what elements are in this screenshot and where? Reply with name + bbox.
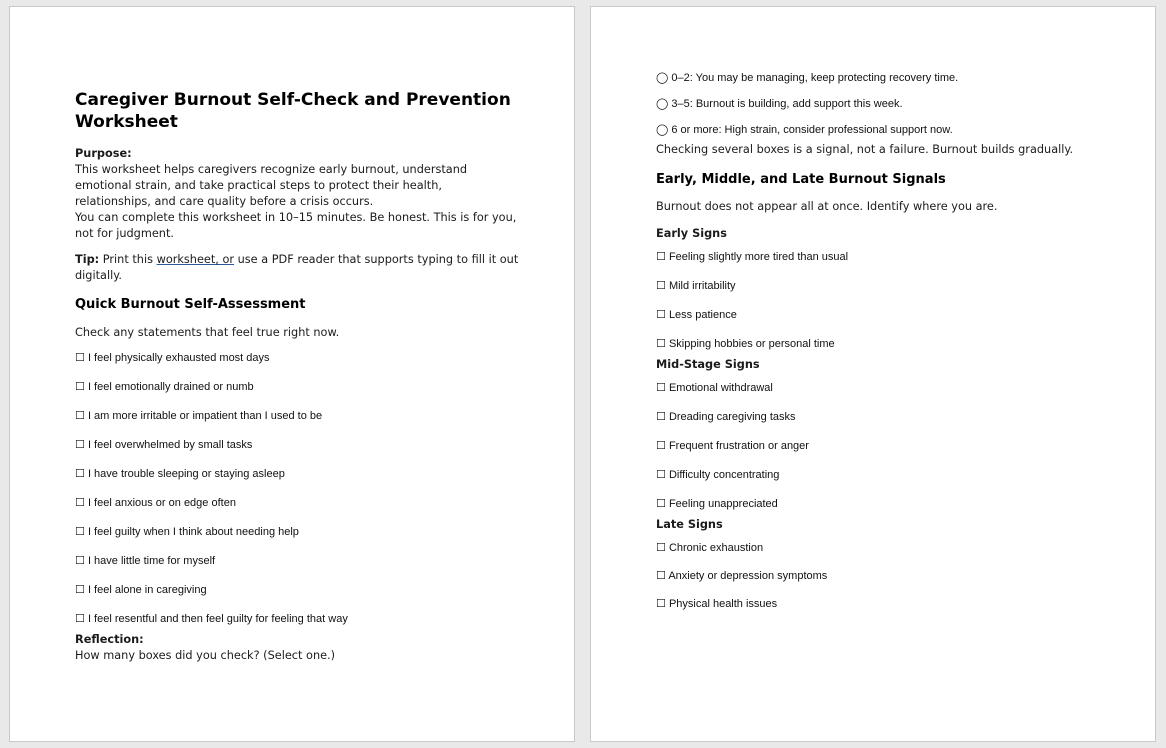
mid-sign-item-label: Frequent frustration or anger bbox=[668, 440, 809, 452]
checkbox-icon[interactable]: ☐ bbox=[656, 279, 666, 292]
mid-sign-item[interactable] bbox=[656, 410, 1100, 424]
late-sign-item[interactable] bbox=[656, 569, 1100, 583]
assessment-item[interactable] bbox=[75, 380, 519, 394]
early-sign-item-label: Skipping hobbies or personal time bbox=[668, 338, 835, 350]
checkbox-icon[interactable]: ☐ bbox=[656, 468, 666, 481]
mid-sign-item-label: Emotional withdrawal bbox=[668, 382, 773, 394]
assessment-item[interactable] bbox=[75, 438, 519, 452]
assessment-item[interactable] bbox=[75, 554, 519, 568]
assessment-item-label: I feel alone in caregiving bbox=[87, 584, 207, 596]
assessment-item[interactable] bbox=[75, 525, 519, 539]
radio-icon[interactable]: ◯ bbox=[656, 97, 669, 110]
assessment-intro: Check any statements that feel true right now. bbox=[75, 326, 340, 339]
checkbox-icon[interactable]: ☐ bbox=[656, 308, 666, 321]
radio-icon[interactable]: ◯ bbox=[656, 71, 669, 84]
mid-sign-item[interactable] bbox=[656, 497, 1100, 511]
checkbox-icon[interactable]: ☐ bbox=[75, 554, 85, 567]
early-sign-item-label: Mild irritability bbox=[668, 280, 736, 292]
page-2-content bbox=[656, 71, 1100, 611]
reflection-options bbox=[656, 71, 1100, 137]
page-1-content bbox=[75, 89, 519, 664]
checkbox-icon[interactable]: ☐ bbox=[75, 380, 85, 393]
assessment-item[interactable] bbox=[75, 409, 519, 423]
late-signs-checklist bbox=[656, 541, 1100, 611]
early-sign-item[interactable] bbox=[656, 308, 1100, 322]
tip-paragraph: Tip: Print this worksheet, or use a PDF reader that supports typing to fill it out digitally. bbox=[75, 253, 519, 282]
late-sign-item-label: Chronic exhaustion bbox=[668, 542, 764, 554]
late-signs-heading: Late Signs bbox=[656, 518, 723, 531]
assessment-item-label: I feel guilty when I think about needing help bbox=[87, 526, 299, 538]
checkbox-icon[interactable]: ☐ bbox=[75, 612, 85, 625]
mid-sign-item-label: Dreading caregiving tasks bbox=[668, 411, 796, 423]
assessment-item[interactable] bbox=[75, 583, 519, 597]
mid-sign-item-label: Difficulty concentrating bbox=[668, 469, 780, 481]
reflection-option-label: 0–2: You may be managing, keep protecting recovery time. bbox=[671, 72, 959, 84]
early-signs-checklist bbox=[656, 250, 1100, 351]
early-sign-item[interactable] bbox=[656, 279, 1100, 293]
assessment-item-label: I am more irritable or impatient than I used to be bbox=[87, 410, 323, 422]
checkbox-icon[interactable]: ☐ bbox=[656, 410, 666, 423]
checkbox-icon[interactable]: ☐ bbox=[656, 541, 666, 554]
assessment-item[interactable] bbox=[75, 467, 519, 481]
assessment-item-label: I have trouble sleeping or staying asleep bbox=[87, 468, 285, 480]
assessment-item[interactable] bbox=[75, 612, 519, 626]
assessment-item-label: I feel overwhelmed by small tasks bbox=[87, 439, 253, 451]
tip-label: Tip: bbox=[75, 253, 100, 266]
early-sign-item-label: Less patience bbox=[668, 309, 737, 321]
document-title: Caregiver Burnout Self-Check and Prevention Worksheet bbox=[75, 90, 511, 132]
checkbox-icon[interactable]: ☐ bbox=[656, 439, 666, 452]
late-sign-item-label: Physical health issues bbox=[668, 598, 778, 610]
checkbox-icon[interactable]: ☐ bbox=[656, 381, 666, 394]
radio-icon[interactable]: ◯ bbox=[656, 123, 669, 136]
mid-signs-checklist bbox=[656, 381, 1100, 511]
checkbox-icon[interactable]: ☐ bbox=[656, 337, 666, 350]
purpose-label: Purpose: bbox=[75, 147, 132, 160]
late-sign-item[interactable] bbox=[656, 597, 1100, 611]
signals-heading: Early, Middle, and Late Burnout Signals bbox=[656, 172, 946, 187]
early-sign-item-label: Feeling slightly more tired than usual bbox=[668, 251, 849, 263]
checkbox-icon[interactable]: ☐ bbox=[75, 496, 85, 509]
checkbox-icon[interactable]: ☐ bbox=[656, 497, 666, 510]
purpose-note: You can complete this worksheet in 10–15 minutes. Be honest. This is for you, not for judgment. bbox=[75, 211, 517, 240]
checkbox-icon[interactable]: ☐ bbox=[75, 438, 85, 451]
mid-sign-item[interactable] bbox=[656, 381, 1100, 395]
checkbox-icon[interactable]: ☐ bbox=[75, 583, 85, 596]
assessment-heading: Quick Burnout Self-Assessment bbox=[75, 297, 306, 312]
late-sign-item[interactable] bbox=[656, 541, 1100, 555]
purpose-text: This worksheet helps caregivers recognize early burnout, understand emotional strain, and take practical steps to protect their health, relationships, and care quality before a crisis occurs. bbox=[75, 163, 468, 208]
signals-intro: Burnout does not appear all at once. Identify where you are. bbox=[656, 200, 998, 213]
early-sign-item[interactable] bbox=[656, 250, 1100, 264]
checkbox-icon[interactable]: ☐ bbox=[75, 525, 85, 538]
mid-sign-item[interactable] bbox=[656, 439, 1100, 453]
checkbox-icon[interactable]: ☐ bbox=[656, 250, 666, 263]
assessment-item-label: I feel anxious or on edge often bbox=[87, 497, 236, 509]
reflection-label: Reflection: bbox=[75, 633, 144, 646]
assessment-note: Checking several boxes is a signal, not a failure. Burnout builds gradually. bbox=[656, 143, 1074, 156]
document-page-2 bbox=[590, 6, 1156, 742]
assessment-item-label: I have little time for myself bbox=[87, 555, 216, 567]
mid-signs-heading: Mid-Stage Signs bbox=[656, 358, 760, 371]
mid-sign-item[interactable] bbox=[656, 468, 1100, 482]
reflection-option-label: 6 or more: High strain, consider professional support now. bbox=[671, 124, 953, 136]
assessment-item-label: I feel resentful and then feel guilty for feeling that way bbox=[87, 613, 348, 625]
tip-underlined-text: worksheet, or bbox=[156, 253, 235, 266]
assessment-item-label: I feel physically exhausted most days bbox=[87, 352, 270, 364]
reflection-option[interactable] bbox=[656, 97, 1100, 111]
mid-sign-item-label: Feeling unappreciated bbox=[668, 498, 778, 510]
document-page-1 bbox=[9, 6, 575, 742]
reflection-option[interactable] bbox=[656, 123, 1100, 137]
assessment-item[interactable] bbox=[75, 351, 519, 365]
assessment-item[interactable] bbox=[75, 496, 519, 510]
assessment-item-label: I feel emotionally drained or numb bbox=[87, 381, 254, 393]
late-sign-item-label: Anxiety or depression symptoms bbox=[668, 570, 828, 582]
reflection-option[interactable] bbox=[656, 71, 1100, 85]
early-sign-item[interactable] bbox=[656, 337, 1100, 351]
checkbox-icon[interactable]: ☐ bbox=[75, 467, 85, 480]
checkbox-icon[interactable]: ☐ bbox=[656, 597, 666, 610]
checkbox-icon[interactable]: ☐ bbox=[75, 409, 85, 422]
reflection-question: How many boxes did you check? (Select one.) bbox=[75, 649, 336, 662]
checkbox-icon[interactable]: ☐ bbox=[75, 351, 85, 364]
early-signs-heading: Early Signs bbox=[656, 227, 727, 240]
checkbox-icon[interactable]: ☐ bbox=[656, 569, 666, 582]
reflection-option-label: 3–5: Burnout is building, add support this week. bbox=[671, 98, 903, 110]
assessment-checklist bbox=[75, 351, 519, 626]
